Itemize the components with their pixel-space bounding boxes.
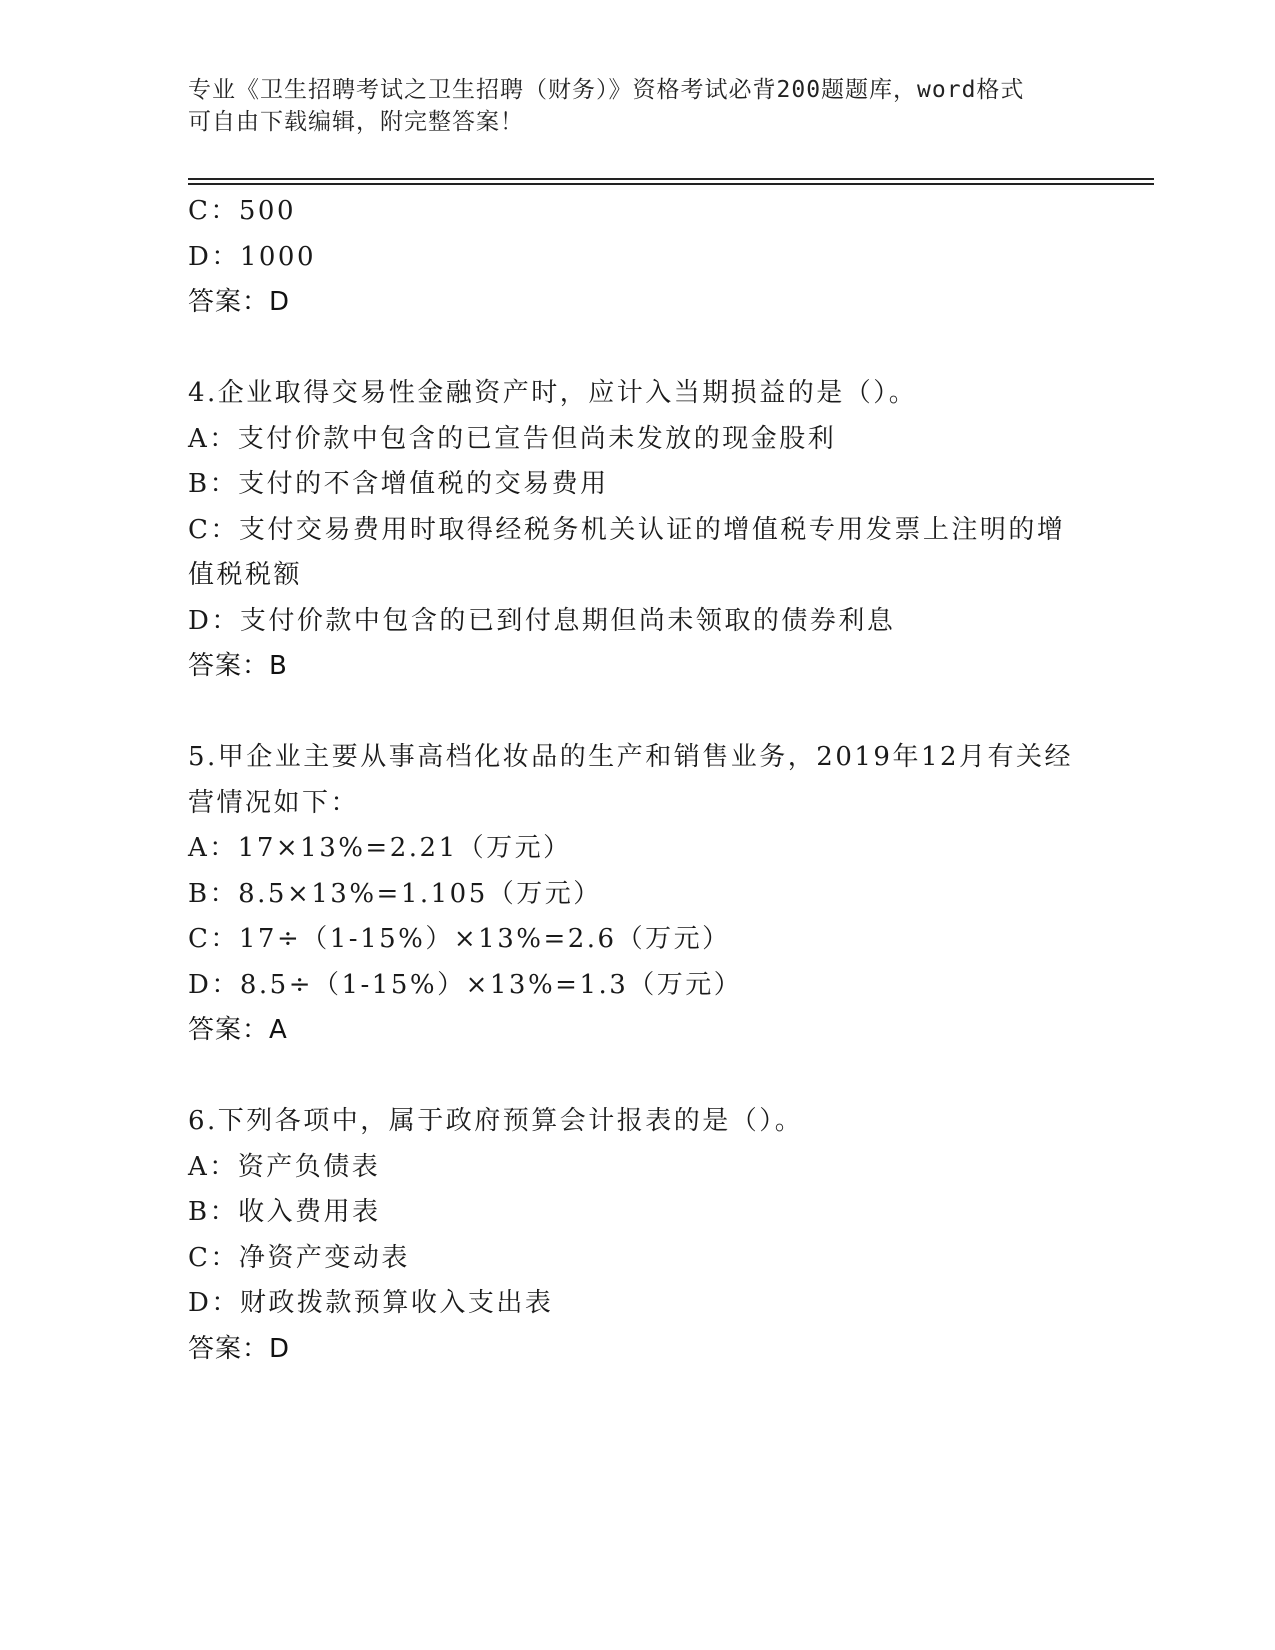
question-text: 6.下列各项中，属于政府预算会计报表的是（）。: [188, 1106, 804, 1136]
option-a: A：17×13%=2.21（万元）: [188, 833, 572, 863]
page-header: [188, 74, 1068, 138]
option-d: D：财政拨款预算收入支出表: [188, 1288, 554, 1318]
question-text: 5.甲企业主要从事高档化妆品的生产和销售业务，2019年12月有关经: [188, 742, 1074, 772]
option-b: B：8.5×13%=1.105（万元）: [188, 878, 602, 909]
question-text: 4.企业取得交易性金融资产时，应计入当期损益的是（）。: [188, 378, 918, 408]
option-b: B：支付的不含增值税的交易费用: [188, 469, 609, 499]
option-d: D：1000: [188, 241, 317, 272]
spacer: [188, 1054, 1088, 1100]
header-divider-bottom: [188, 183, 1154, 185]
header-title-line-1: 专业《卫生招聘考试之卫生招聘（财务）》资格考试必背200题题库，word格式: [188, 77, 1025, 103]
option-c-continued: 值税税额: [188, 560, 303, 590]
spacer: [188, 690, 1088, 736]
question-list: [188, 189, 1088, 1372]
option-c: C：净资产变动表: [188, 1242, 410, 1273]
answer: 答案：D: [188, 1333, 291, 1364]
option-a: A：支付价款中包含的已宣告但尚未发放的现金股利: [188, 423, 837, 454]
answer: 答案：A: [188, 1015, 288, 1045]
header-title-line-2: 可自由下载编辑，附完整答案！: [188, 109, 524, 135]
question-4-block: [188, 371, 1088, 690]
question-3-block: [188, 189, 1088, 326]
option-d: D：支付价款中包含的已到付息期但尚未领取的债券利息: [188, 605, 896, 636]
answer: 答案：D: [188, 287, 291, 317]
option-b: B：收入费用表: [188, 1197, 381, 1227]
option-c: C：支付交易费用时取得经税务机关认证的增值税专用发票上注明的增: [188, 514, 1066, 545]
question-5-block: [188, 735, 1088, 1054]
option-c: C：17÷（1-15%）×13%=2.6（万元）: [188, 924, 731, 954]
header-divider-top: [188, 178, 1154, 180]
option-c: C：500: [188, 196, 297, 226]
option-a: A：资产负债表: [188, 1151, 381, 1182]
spacer: [188, 326, 1088, 372]
question-6-block: [188, 1099, 1088, 1372]
option-d: D：8.5÷（1-15%）×13%=1.3（万元）: [188, 969, 743, 1000]
question-text-continued: 营情况如下：: [188, 787, 360, 818]
answer: 答案：B: [188, 651, 288, 681]
